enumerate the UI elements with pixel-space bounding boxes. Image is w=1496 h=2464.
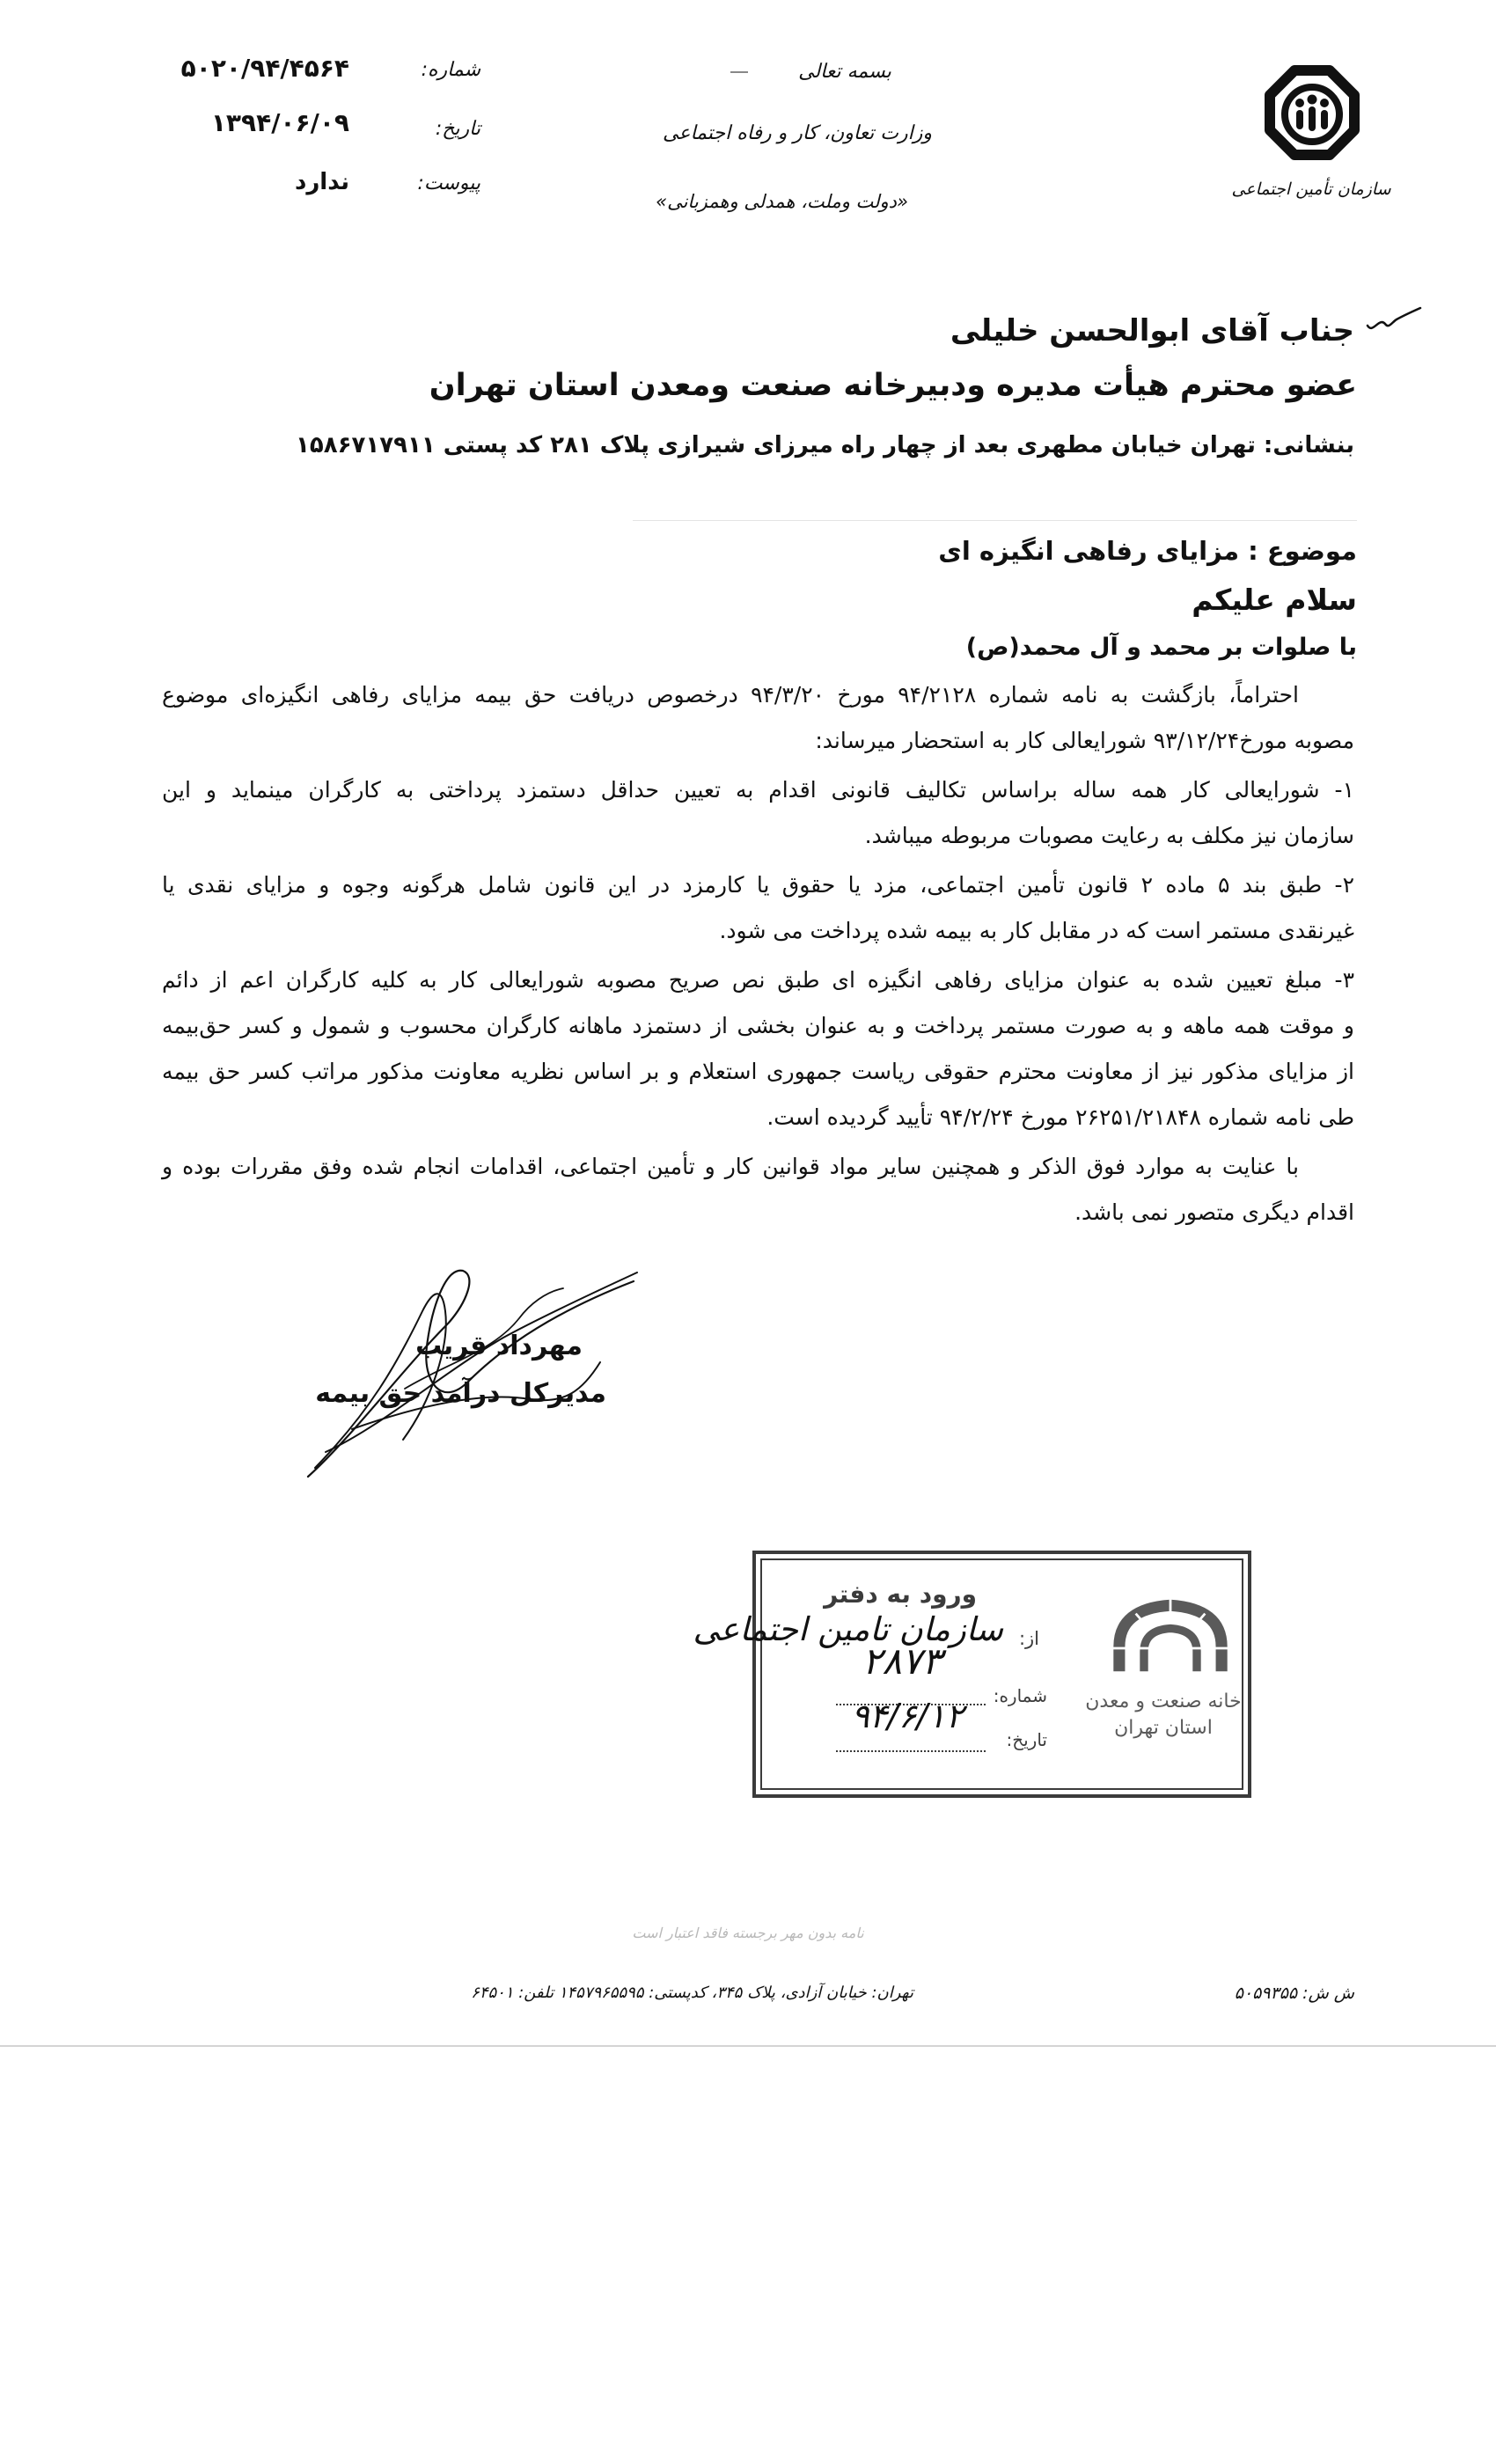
divider (633, 520, 1357, 521)
paragraph (162, 672, 1354, 764)
stamp-date-dotted-line (836, 1750, 986, 1752)
handwritten-signature (299, 1257, 642, 1485)
letter-date-label: تاریخ: (435, 118, 480, 140)
logo-figure-body (1296, 110, 1303, 129)
text-line: طی نامه شماره ۲۶۲۵۱/۲۱۸۴۸ مورخ ۹۴/۲/۲۴ تأیید گردیده است. (766, 1104, 1354, 1130)
stamp-org-line1: خانه صنعت و معدن (1085, 1690, 1242, 1712)
stamp-number-value: ۲۸۷۳ (862, 1639, 942, 1683)
attachment-label: پیوست: (417, 172, 480, 194)
logo-caption: سازمان تأمین اجتماعی (1231, 180, 1391, 199)
paragraph (162, 1144, 1354, 1236)
logo-figure-head (1308, 95, 1317, 105)
recipient-address: بنشانی: تهران خیابان مطهری بعد از چهار راه میرزای شیرازی پلاک ۲۸۱ کد پستی ۱۵۸۶۷۱۷۹۱۱ (296, 432, 1354, 458)
slogan: «دولت وملت، همدلی وهمزبانی» (656, 191, 908, 212)
paragraph (162, 862, 1354, 954)
signatory-name: مهرداد قریب (415, 1331, 583, 1361)
arch-inner (1144, 1629, 1197, 1672)
text-line: از مزایای مذکور نیز از معاونت محترم حقوقی ریاست جمهوری استعلام و بر اساس نظریه معاونت مذکور مراتب کسر حق بیمه (162, 1059, 1354, 1084)
text-line: اقدام دیگری متصور نمی باشد. (1074, 1199, 1354, 1225)
stamp-org-line2: استان تهران (1114, 1717, 1213, 1739)
text-line: با عنایت به موارد فوق الذکر و همچنین سایر مواد قوانین کار و تأمین اجتماعی، اقدامات انجام شده وفق مقررات بوده و (162, 1154, 1299, 1179)
stamp-date-value: ۹۴/۶/۱۲ (851, 1697, 964, 1735)
footer-notice: نامه بدون مهر برجسته فاقد اعتبار است (632, 1925, 864, 1941)
stamp-heading: ورود به دفتر (824, 1580, 977, 1609)
letter-number: ۵۰۲۰/۹۴/۴۵۶۴ (180, 54, 349, 83)
logo-figure-head (1320, 99, 1329, 107)
stamp-number-label: شماره: (993, 1685, 1047, 1706)
signatory-title: مدیرکل درآمد حق بیمه (315, 1378, 606, 1409)
text-line: و موقت همه ماهه و به صورت مستمر پرداخت و به عنوان بخشی از دستمزد ماهانه کارگران محسوب و شمول و کسر حق‌بیمه (162, 1013, 1354, 1038)
text-line: ۱- شورایعالی کار همه ساله براساس تکالیف قانونی اقدام به تعیین حداقل دستمزد پرداختی به کارگران مینماید و این (162, 777, 1354, 803)
page-edge (0, 2045, 1496, 2047)
check-stroke (1368, 308, 1420, 328)
signature-stroke (308, 1271, 634, 1477)
signature-stroke (315, 1294, 446, 1468)
bismillah: بسمه تعالی (798, 61, 891, 83)
recipient-name: جناب آقای ابوالحسن خلیلی (950, 313, 1354, 348)
ministry-name: وزارت تعاون، کار و رفاه اجتماعی (662, 122, 932, 144)
logo-figure-body (1309, 106, 1316, 131)
stamp-date-label: تاریخ: (1006, 1729, 1047, 1750)
paragraph (162, 767, 1354, 859)
handwritten-check-icon (1366, 306, 1422, 338)
logo-figure-head (1295, 99, 1304, 107)
text-line: سازمان نیز مکلف به رعایت مصوبات مربوطه میباشد. (864, 823, 1354, 848)
stamp-from-value: سازمان تامین اجتماعی (693, 1610, 1003, 1648)
logo-figure-body (1321, 110, 1328, 129)
letter-body (162, 672, 1354, 1239)
recipient-title: عضو محترم هیأت مدیره ودبیرخانه صنعت ومعدن استان تهران (429, 368, 1357, 403)
greeting: سلام علیکم (1192, 583, 1357, 617)
social-security-logo-icon (1259, 60, 1365, 165)
chamber-arch-logo-icon (1104, 1595, 1236, 1676)
stamp-from-label: از: (1018, 1628, 1039, 1649)
text-line: ۲- طبق بند ۵ ماده ۲ قانون تأمین اجتماعی، مزد یا حقوق یا کارمزد در این قانون شامل هرگونه وجوه و مزایای نقدی یا (162, 872, 1355, 898)
decorative-dash (730, 71, 748, 73)
text-line: ۳- مبلغ تعیین شده به عنوان مزایای رفاهی انگیزه ای طبق نص صریح مصوبه شورایعالی کار به کلیه کارگران اعم از دائم (162, 967, 1354, 993)
letter-number-label: شماره: (421, 59, 480, 81)
subject: موضوع : مزایای رفاهی انگیزه ای (938, 536, 1357, 566)
text-line: مصوبه مورخ۹۳/۱۲/۲۴ شورایعالی کار به استحضار میرساند: (815, 728, 1354, 753)
text-line: احتراماً، بازگشت به نامه شماره ۹۴/۲۱۲۸ مورخ ۹۴/۳/۲۰ درخصوص دریافت حق بیمه مزایای رفاهی انگیزه‌ای موضوع (162, 682, 1299, 708)
footer-address: تهران: خیابان آزادی، پلاک ۳۴۵، کدپستی: ۱۴۵۷۹۶۵۵۹۵ تلفن: ۶۴۵۰۱ (471, 1984, 913, 2002)
letter-date: ۱۳۹۴/۰۶/۰۹ (210, 108, 349, 137)
text-line: غیرنقدی مستمر است که در مقابل کار به بیمه شده پرداخت می شود. (719, 918, 1354, 943)
paragraph (162, 957, 1354, 1140)
footer-code: ش ش: ۵۰۵۹۳۵۵ (1234, 1984, 1354, 2003)
attachment-value: ندارد (294, 169, 349, 195)
salutation: با صلوات بر محمد و آل محمد(ص) (965, 634, 1357, 661)
